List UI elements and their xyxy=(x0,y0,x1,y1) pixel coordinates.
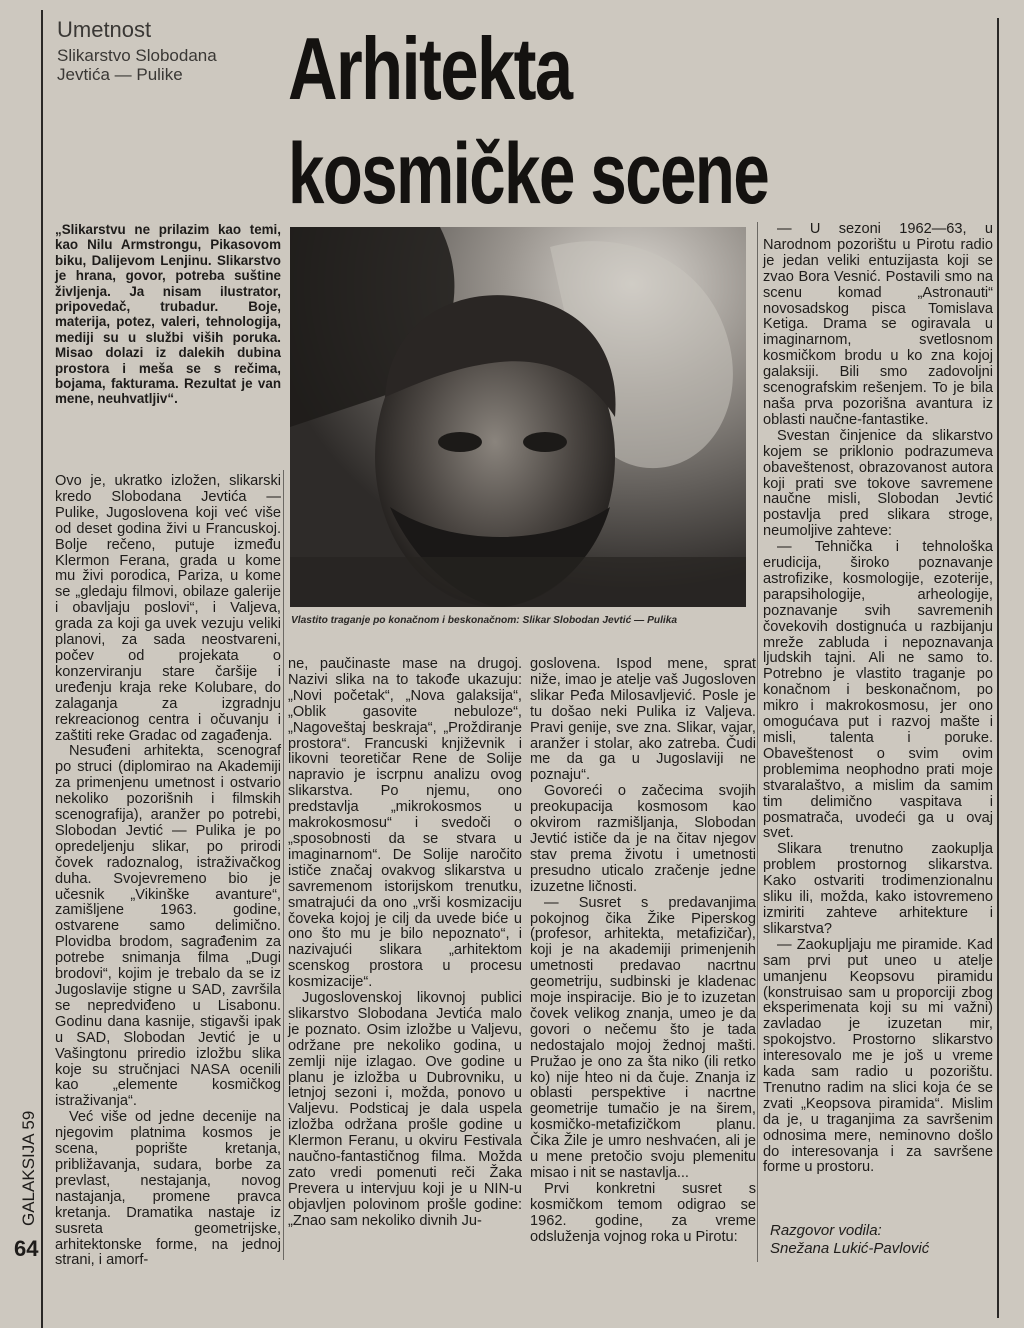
paragraph: ne, paučinaste mase na drugoj. Nazivi slika na to takođe ukazuju: „Novi početak“, „Nova galaksija“, „Oblik gasovite nebuloze“, „Nagoveštaj beskraja“, „Proždiranje prostora“. Francuski književnik i likovni teoretičar Rene de Solije napravio je iscrpnu analizu ovog slikarstva. Po njemu, ono predstavlja „mikrokosmos u makrokosmosu“ i svedoči o „sposobnosti da se stvara u imaginarnom“. De Solije naročito ističe značaj ovakvog slikarstva u savremenom istorijskom trenutku, smatrajući da ono „vrši kosmizaciju čoveka kojoj je cilj da uvede biće u ono što mu je bilo nepoznato“, i nazivajući slikara „arhitektom scenskog prostora u procesu kosmizacije“. xyxy=(288,656,522,991)
portrait-photo xyxy=(290,227,746,607)
author-credit xyxy=(770,1222,1000,1258)
paragraph: Slikara trenutno zaokuplja problem prostornog slikarstva. Kako ostvariti trodimenzionalnu sliku ili, možda, kako istovremeno izmiriti zahteve arhitekture i slikarstva? xyxy=(763,841,993,937)
photo-caption: Vlastito traganje po konačnom i beskonačnom: Slikar Slobodan Jevtić — Pulika xyxy=(291,615,678,626)
credit-label: Razgovor vodila: xyxy=(770,1222,882,1239)
portrait-image xyxy=(290,227,746,607)
intro-quote: „Slikarstvu ne prilazim kao temi, kao Nilu Armstrongu, Pikasovom biku, Dalijevom Lenjinu. Slikarstvo je hrana, govor, potreba suštine življenja. Ja nisam ilustrator, pripovedač, trubadur. Boje, materija, potez, valeri, tehnologija, mediji su u službi viših poruka. Misao dolazi iz dalekih dubina prostora i meša se s rečima, bojama, fakturama. Rezultat je van mene, neuhvatljiv“. xyxy=(55,222,281,407)
subtitle-line-1: Slikarstvo Slobodana xyxy=(57,46,217,65)
article-column-4 xyxy=(763,222,993,1176)
paragraph: Nesuđeni arhitekta, scenograf po struci (diplomirao na Akademiji za primenjenu umetnost i ostvario nekoliko pozorišnih i filmskih scenografija), aranžer po potrebi, Slobodan Jevtić — Pulika je po opredeljenju slikar, po prirodi čovek radoznalog, istraživačkog duha. Svojevremeno bio je učesnik „Vikinške avanture“, zamišljene 1963. godine, ostvarene samo delimično. Plovidba brodom, sagrađenim za potrebe snimanja filma „Dugi brodovi“, kojim je trebalo da se iz Jugoslavije stigne u SAD, završila se nepredviđeno u Lisabonu. Godinu dana kasnije, stigavši ipak u SAD, Slobodan Jevtić je u Vašingtonu priredio izložbu slika koje su stručnjaci NASA ocenili kao „elemente kosmičkog istraživanja“. xyxy=(55,743,281,1110)
left-border-rule xyxy=(41,10,43,1328)
column-rule-3 xyxy=(757,222,758,1262)
paragraph: — Susret s predavanjima pokojnog čika Žike Piperskog (profesor, arhitekta, metafizičar), koji je na akademiji primenjenih umetnosti predavao nacrtnu geometriju, sudbinski je kladenac moje inspiracije. Bio je to izuzetan čovek velikog znanja, umeo je da govori o nečemu što je tada nedostajalo mojoj žednoj mašti. Pružao je ono za šta niko (ili retko ko) nije hteo ni da čuje. Znanja iz oblasti perspektive i nacrtne geometrije tumačio je na širem, kosmičko-metafizičkom planu. Čika Žile je umro neshvaćen, ali je u mene pretočio svoju plemenitu misao i nit se nastavlja... xyxy=(530,894,756,1181)
section-label: Umetnost xyxy=(57,17,152,42)
right-border-rule xyxy=(997,18,999,1318)
credit-author: Snežana Lukić-Pavlović xyxy=(770,1240,930,1257)
paragraph: Jugoslovenskoj likovnoj publici slikarstvo Slobodana Jevtića malo je poznato. Osim izložbe u Valjevu, održane pre nekoliko godina, u zemlji nije izlagao. Ove godine u planu je izložba u Dubrovniku, u letnjoj sezoni i, možda, ponovo u Valjevu. Podsticaj je dala uspela izložba održana prošle godine u Klermon Feranu, u okviru Festivala naučno-fantastičnog filma. Možda zato vredi pomenuti reči Žaka Prevera u intervjuu koji je u NIN-u objavljen polovinom prošle godine: „Znao sam nekoliko divnih Ju- xyxy=(288,990,522,1229)
article-subtitle xyxy=(57,46,217,84)
paragraph: Već više od jedne decenije na njegovim platnima kosmos je scena, poprište kretanja, približavanja, sudara, borbe za prevlast, nestajanja, novog nastajanja, promene pravca kretanja. Dramatika nastaje iz susreta geometrijske, arhitektonske forme, na jednoj strani, i amorf- xyxy=(55,1109,281,1269)
headline-line-2: kosmičke scene xyxy=(288,126,769,222)
article-column-3 xyxy=(530,657,756,1246)
paragraph: Prvi konkretni susret s kosmičkom temom odigrao se 1962. godine, za vreme odsluženja vojnog roka u Pirotu: xyxy=(530,1180,756,1245)
article-column-1 xyxy=(55,474,281,1269)
paragraph: — Zaokupljaju me piramide. Kad sam prvi put uneo u atelje umanjenu Keopsovu piramidu (konstruisao sam u proporciji zbog eksperimenata koji su mi važni) zavladao je izuzetan mir, spokojstvo. Prostorno slikarstvo interesovalo me je još u vreme kada sam radio u pozorištu. Trenutno radim na slici koja će se zvati „Keopsova piramida“. Mislim da je, u traganjima za savršenim odnosima mere, neminovno došlo do interesovanja i za savršene forme u prostoru. xyxy=(763,936,993,1176)
paragraph: goslovena. Ispod mene, sprat niže, imao je atelje vaš Jugosloven slikar Peđa Milosavljević. Posle je tu došao neki Pulika iz Valjeva. Pravi genije, sve zna. Slikar, vajar, aranžer i stolar, ako zatreba. Čudi me da ga u Jugoslaviji ne poznaju“. xyxy=(530,656,756,784)
paragraph: Govoreći o začecima svojih preokupacija kosmosom kao okvirom razmišljanja, Slobodan Jevtić ističe da je na čitav njegov stav prema životu i umetnosti presudno uticalo zračenje jedne izuzetne ličnosti. xyxy=(530,783,756,895)
magazine-issue-label: GALAKSIJA 59 xyxy=(19,1110,38,1226)
subtitle-line-2: Jevtića — Pulike xyxy=(57,65,183,84)
page-number: 64 xyxy=(14,1236,39,1261)
paragraph: Ovo je, ukratko izložen, slikarski kredo Slobodana Jevtića — Pulike, Jugoslovena koji već više od deset godina živi u Francuskoj. Bolje rečeno, putuje između Klermon Ferana, grada u kome mu živi porodica, Pariza, u kome se „gledaju filmovi, obilaze galerije i obavljaju poslovi“, i Valjeva, grada za koji ga uvek vezuju veliki planovi, za sada neostvareni, počev od projekata o konzerviranju stare čaršije i uređenju kraja reke Kolubare, do zalaganja za izgradnju rekreacionog centra i očuvanju i zaštiti reke Gradac od zagađenja. xyxy=(55,473,281,744)
article-column-2 xyxy=(288,657,522,1230)
headline-line-1: Arhitekta xyxy=(288,19,572,118)
column-rule-1 xyxy=(283,470,284,1260)
paragraph: Svestan činjenice da slikarstvo kojem se priklonio podrazumeva obaveštenost, obrazovanost autora koji prati sve tokove savremene naučne misli, Slobodan Jevtić postavlja pred slikara stroge, neumoljive zahteve: xyxy=(763,427,993,540)
paragraph: — U sezoni 1962—63, u Narodnom pozorištu u Pirotu radio je jedan veliki entuzijasta koji se zvao Bora Vesnić. Postavili smo na scenu komad „Astronauti“ novosadskog pisca Tomislava Ketiga. Drama se ogiravala u imaginarnom, svetlosnom kosmičkom brodu u ko zna kojoj galaksiji. Bili smo zadovoljni scenografskim rešenjem. To je bila naša prva pozorišna avantura iz oblasti naučne-fantastike. xyxy=(763,221,993,428)
paragraph: — Tehnička i tehnološka erudicija, široko poznavanje astrofizike, kosmologije, ezoterije, parapsihologije, arheologije, poznavanje svih savremenih čovekovih dostignuća u razbijanju mreže zabluda i nepoznavanja ljudskih tajni. Ali ne samo to. Potrebno je vlastito traganje po konačnom i beskonačnom, po mikro i makrokosmosu, jer ono omogućava put i razvoj mašte i misli, talenta i poruke. Obaveštenost o svim ovim problemima neophodno prati moje stvaralaštvo, a mislim da samim tim delimično vaspitava i posmatrača, uvodeći ga u ovaj svet. xyxy=(763,539,993,842)
